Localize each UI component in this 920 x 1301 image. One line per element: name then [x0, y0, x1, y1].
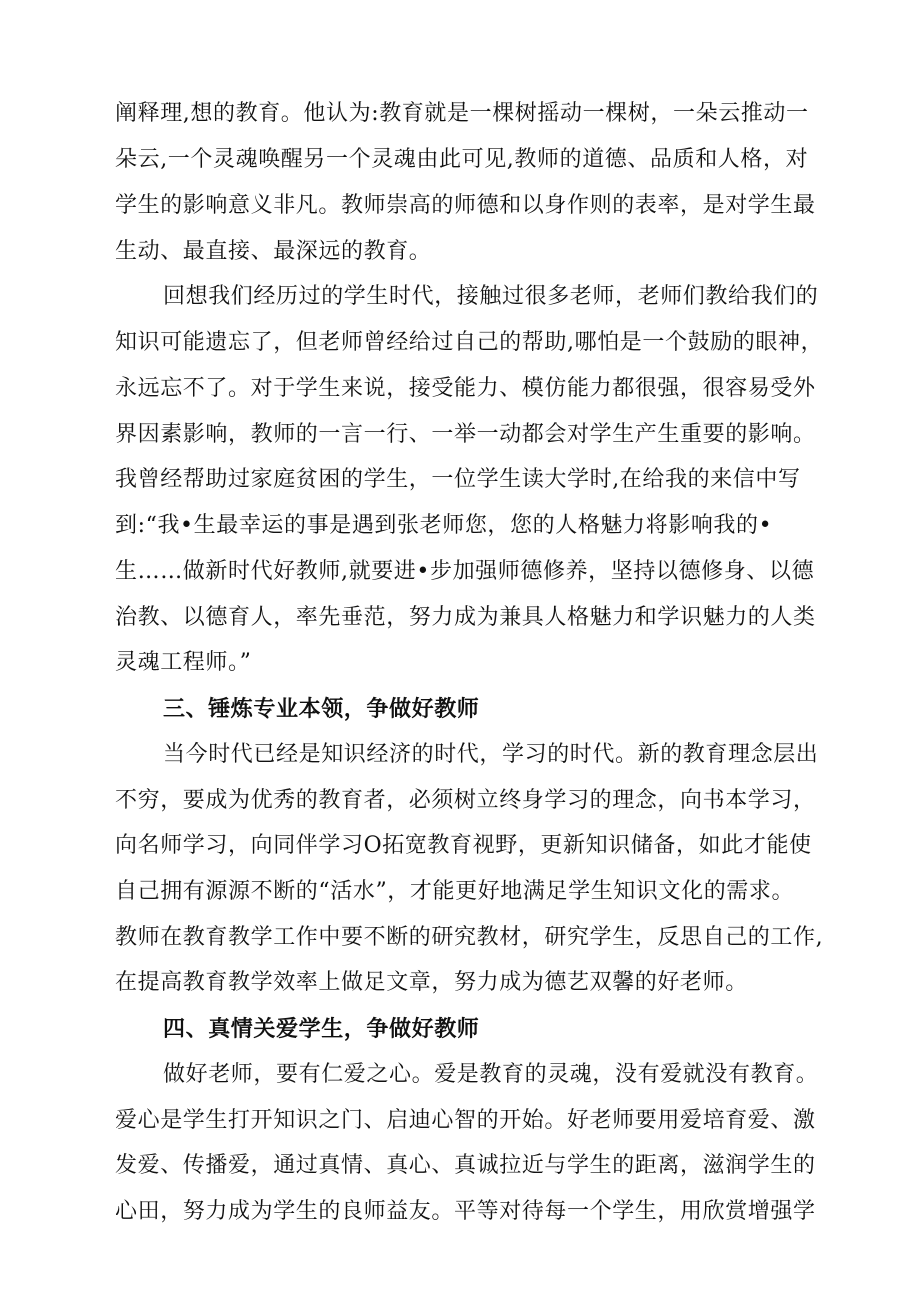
text-line: 永远忘不了。对于学生来说，接受能力、模仿能力都很强，很容易受外 [115, 376, 816, 401]
text-line: 教师在教育教学工作中要不断的研究教材，研究学生，反思自己的工作, [115, 925, 824, 950]
text-line: 自己拥有源源不断的“活水”，才能更好地满足学生知识文化的需求。 [115, 879, 795, 904]
paragraph-first-line: 做好老师，要有仁爱之心。爱是教育的灵魂，没有爱就没有教育。 [163, 1062, 819, 1087]
section-heading: 四、真情关爱学生，争做好教师 [163, 1016, 480, 1042]
section-heading: 三、锤炼专业本领，争做好教师 [163, 696, 480, 722]
text-line: 心田，努力成为学生的良师益友。平等对待每一个学生，用欣赏增强学 [115, 1199, 816, 1224]
text-line: 生动、最直接、最深远的教育。 [115, 239, 432, 264]
text-line: 爱心是学生打开知识之门、启迪心智的开始。好老师要用爱培育爱、激 [115, 1108, 816, 1133]
text-line: 发爱、传播爱，通过真情、真心、真诚拉近与学生的距离，滋润学生的 [115, 1153, 816, 1178]
text-line: 知识可能遗忘了，但老师曾经给过自己的帮助,哪怕是一个鼓励的眼神， [115, 330, 824, 355]
paragraph-first-line: 回想我们经历过的学生时代，接触过很多老师，老师们教给我们的 [163, 284, 819, 309]
text-line: 生……做新时代好教师,就要进•步加强师德修养，坚持以德修身、以德 [115, 559, 815, 584]
text-line: 阐释理,想的教育。他认为:教育就是一棵树摇动一棵树，一朵云推动一 [115, 101, 809, 126]
text-line: 学生的影响意义非凡。教师崇高的师德和以身作则的表率，是对学生最 [115, 193, 816, 218]
text-line: 不穷，要成为优秀的教育者，必须树立终身学习的理念，向书本学习， [115, 788, 816, 813]
text-line: 我曾经帮助过家庭贫困的学生，一位学生读大学时,在给我的来信中写 [115, 467, 801, 492]
text-line: 在提高教育教学效率上做足文章，努力成为德艺双馨的好老师。 [115, 970, 748, 995]
text-line: 朵云,一个灵魂唤醒另一个灵魂由此可见,教师的道德、品质和人格，对 [115, 147, 809, 172]
text-line: 灵魂工程师。” [115, 650, 252, 675]
text-line: 界因素影响，教师的一言一行、一举一动都会对学生产生重要的影响。 [115, 422, 816, 447]
paragraph-first-line: 当今时代已经是知识经济的时代，学习的时代。新的教育理念层出 [163, 742, 819, 767]
text-line: 向名师学习，向同伴学习O拓宽教育视野，更新知识储备，如此才能使 [115, 833, 812, 858]
text-line: 到:“我•生最幸运的事是遇到张老师您，您的人格魅力将影响我的• [115, 513, 773, 538]
text-line: 治教、以德育人，率先垂范，努力成为兼具人格魅力和学识魅力的人类 [115, 605, 816, 630]
